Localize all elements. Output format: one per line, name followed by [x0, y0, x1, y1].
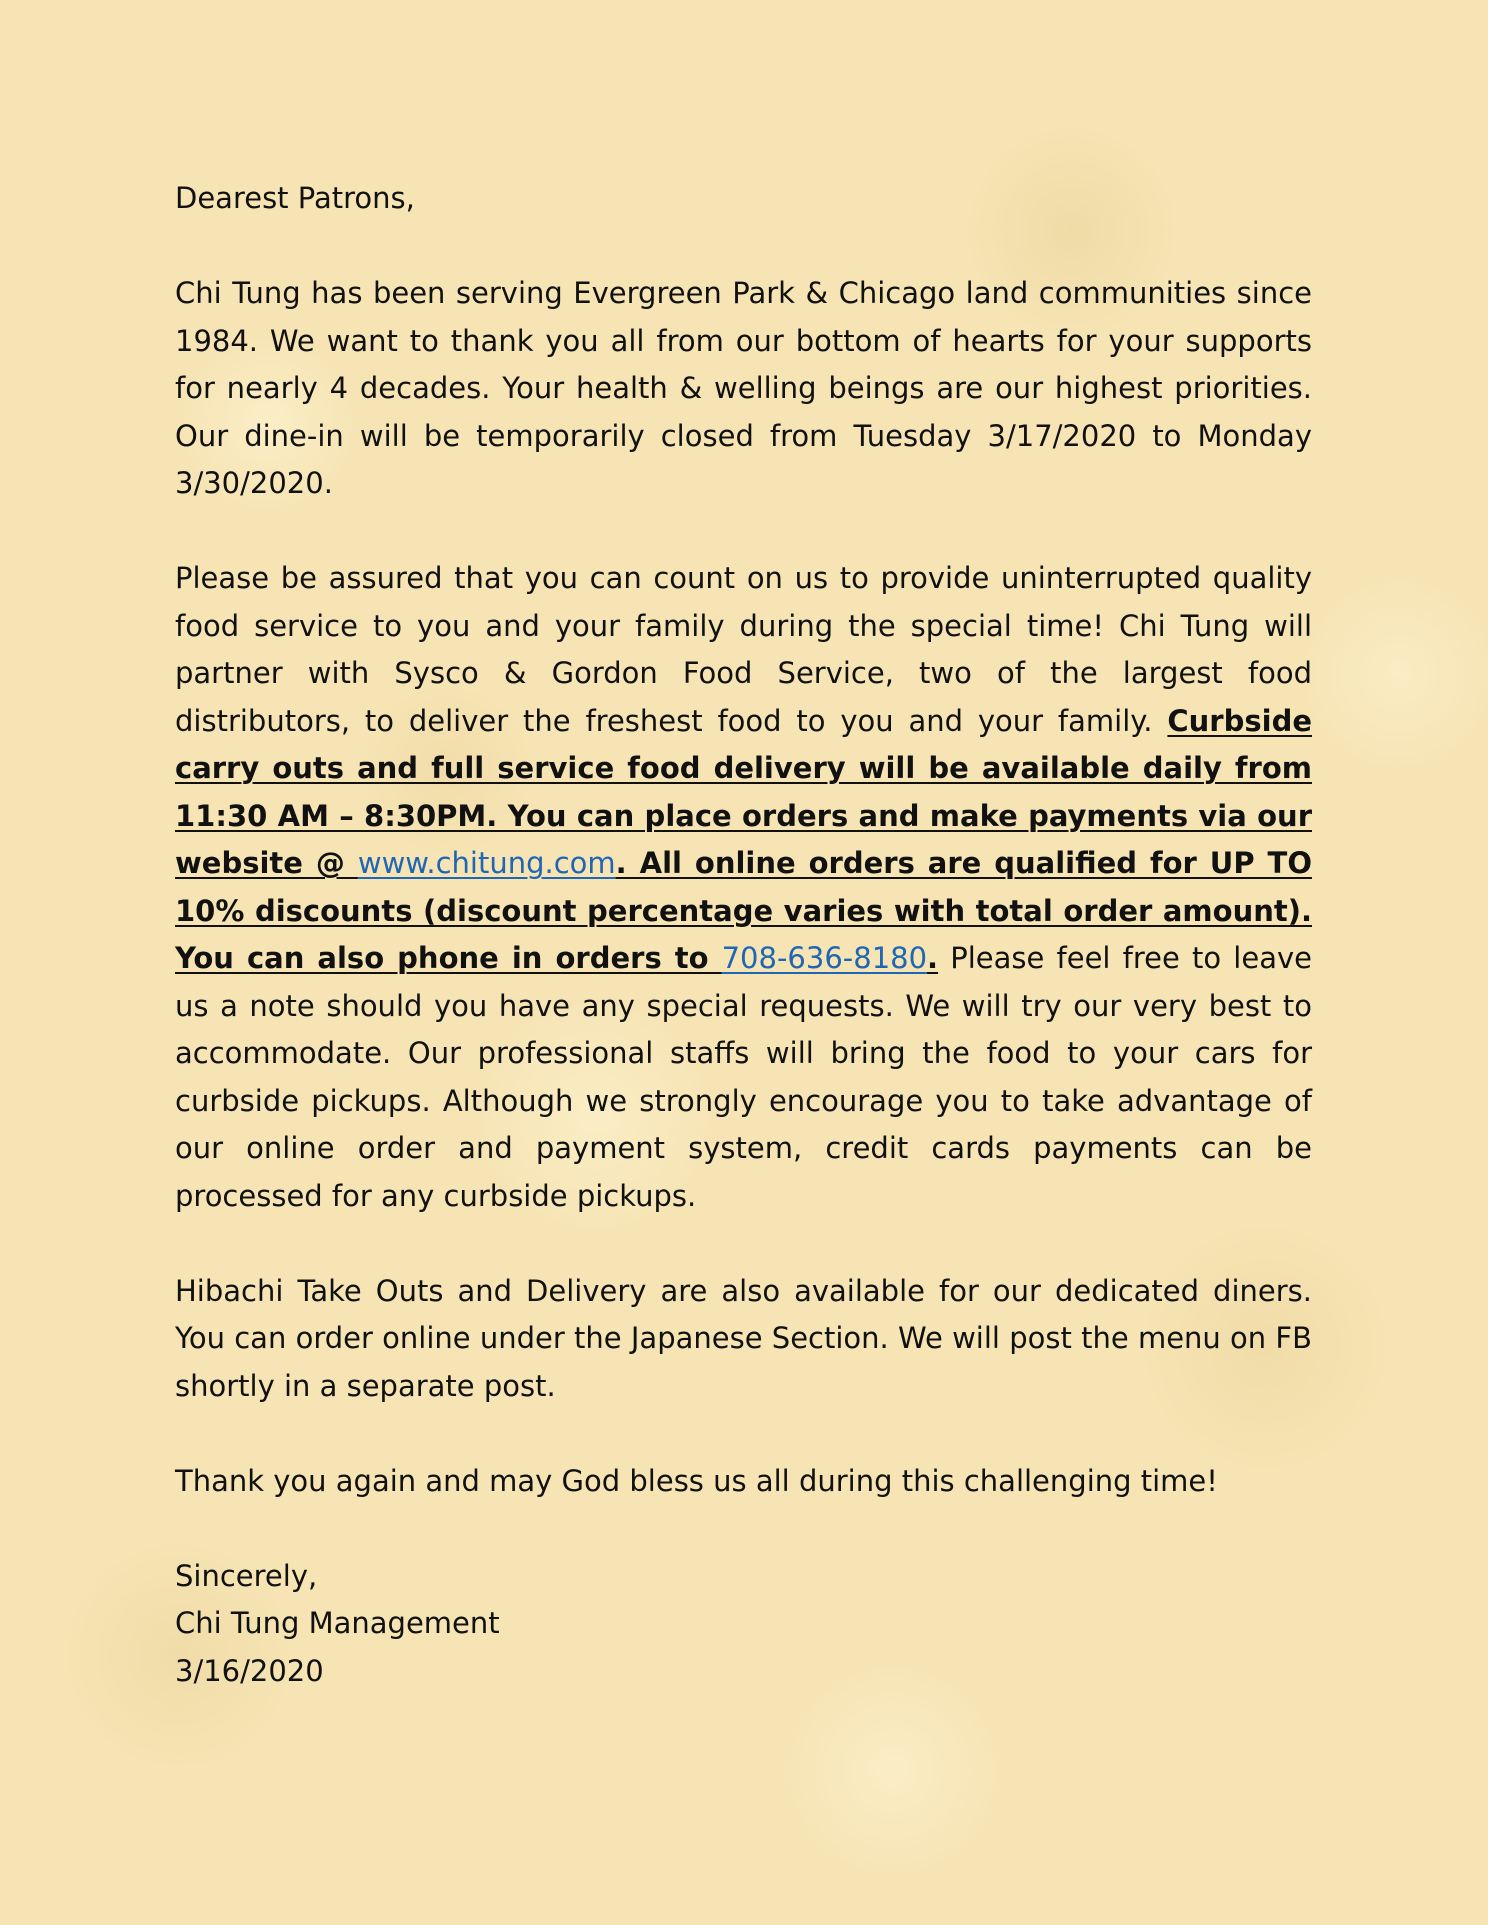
paragraph-service-details	[175, 555, 1312, 1220]
website-link[interactable]: www.chitung.com	[357, 846, 616, 880]
letter-body	[175, 175, 1312, 1743]
closing-text: Sincerely,	[175, 1558, 318, 1593]
greeting: Dearest Patrons,	[175, 181, 415, 215]
paragraph-closure-notice: Chi Tung has been serving Evergreen Park & Chicago land communities since 1984. We want to thank you all from our bottom of hearts for your supports for nearly 4 decades. Your health & welling beings are our highest priorities. Our dine-in will be temporarily closed from Tuesday 3/17/2020 to Monday 3/30/2020.	[175, 276, 1312, 500]
signature-block	[175, 1553, 1312, 1696]
online-discount-text: . All online orders are qualified for UP TO 10% discounts (discount percentage varies with total order amount). You can also phone in orders to	[175, 846, 1312, 975]
paragraph-blessing: Thank you again and may God bless us all during this challenging time!	[175, 1463, 1218, 1498]
signature-name: Chi Tung Management	[175, 1606, 500, 1640]
service-intro-text: Please be assured that you can count on us to provide uninterrupted quality food service to you and your family during the special time! Chi Tung will partner with Sysco & Gordon Food Service, two of the largest food distributors, to deliver the freshest food to you and your family.	[175, 561, 1312, 738]
paragraph-hibachi: Hibachi Take Outs and Delivery are also available for our dedicated diners. You can order online under the Japanese Section. We will post the menu on FB shortly in a separate post.	[175, 1273, 1312, 1403]
special-requests-text: Please feel free to leave us a note should you have any special requests. We will try our very best to accommodate. Our professional staffs will bring the food to your cars for curbside pickups. Although we strongly encourage you to take advantage of our online order and payment system, credit cards payments can be processed for any curbside pickups.	[175, 941, 1312, 1213]
letter-date: 3/16/2020	[175, 1653, 324, 1688]
curbside-hours-text: Curbside carry outs and full service food delivery will be available daily from 11:30 AM – 8:30PM. You can place orders and make payments via our website @	[175, 703, 1312, 880]
phone-link[interactable]: 708-636-8180	[721, 941, 928, 975]
curbside-hours-notice	[175, 704, 1312, 976]
bold-period: .	[927, 941, 939, 975]
